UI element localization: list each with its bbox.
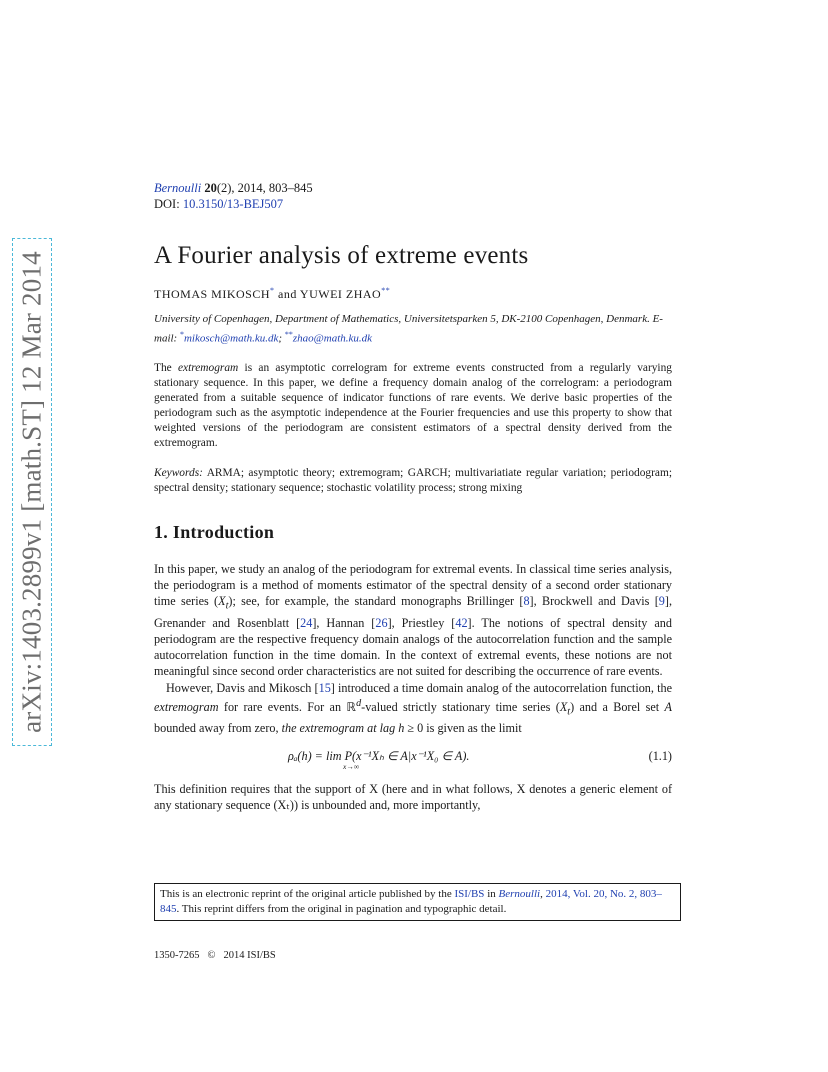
author-1-mark: * <box>270 286 275 295</box>
page-content <box>154 180 672 813</box>
citation-link[interactable]: 2014, Vol. 20, No. 2, 803–845 <box>160 888 662 915</box>
journal-citation <box>154 180 672 196</box>
abstract-term: extremogram <box>177 361 239 374</box>
copyright-text: 2014 ISI/BS <box>223 950 276 961</box>
text-run: ]. The notions of spectral density and periodogram are the respective frequency domain analogs of the autocorrelation function and the sample autocorrelation function in the time domain. In the context of extremal events, these notions are not meaningful since second order characteristics are not suited for describing the occurrence of rare events. <box>154 615 672 679</box>
equation-1-1 <box>154 749 672 771</box>
author-2: YUWEI ZHAO <box>299 287 382 301</box>
journal-name-link[interactable]: Bernoulli <box>154 181 202 195</box>
authors-and: and <box>274 287 300 301</box>
text-run: This is an electronic reprint of the original article published by the <box>160 888 455 900</box>
text-run: in <box>484 888 499 900</box>
affiliation <box>154 312 672 347</box>
emphasis-definition: the extremogram at lag h <box>281 721 405 736</box>
intro-paragraph-3: This definition requires that the support of X (here and in what follows, X denotes a generic element of any stationary sequence (Xₜ)) is unbounded and, more importantly, <box>154 781 672 812</box>
doi-label: DOI: <box>154 197 183 211</box>
ref-link-26[interactable]: 26 <box>375 615 388 630</box>
keywords <box>154 466 672 496</box>
ref-link-24[interactable]: 24 <box>300 615 313 630</box>
issn-line <box>154 950 276 961</box>
text-run: , <box>540 888 546 900</box>
ref-link-15[interactable]: 15 <box>318 680 331 695</box>
journal-doi <box>154 196 672 212</box>
math-subscript: t <box>225 600 229 612</box>
ref-link-42[interactable]: 42 <box>455 615 468 630</box>
text-run: bounded away from zero, <box>154 721 282 736</box>
text-run: . This reprint differs from the original in pagination and typographic detail. <box>176 902 507 915</box>
reprint-notice <box>154 883 681 921</box>
email-1-link[interactable]: mikosch@math.ku.dk <box>183 332 279 345</box>
text-run: ], Hannan [ <box>312 615 376 630</box>
text-run: ], Priestley [ <box>387 615 456 630</box>
equation-body: ρₐ(h) = lim P(x⁻¹Xₕ ∈ A|x⁻¹X₀ ∈ A). <box>288 748 470 763</box>
abstract-lead: The <box>154 361 178 374</box>
paper-title: A Fourier analysis of extreme events <box>154 242 529 269</box>
math-a: A <box>664 699 672 714</box>
email-2-link[interactable]: zhao@math.ku.dk <box>292 332 373 345</box>
intro-paragraph-1 <box>154 561 672 680</box>
doi-link[interactable]: 10.3150/13-BEJ507 <box>182 197 284 211</box>
math-subscript: t <box>567 706 571 718</box>
bernoulli-link[interactable]: Bernoulli <box>498 888 541 900</box>
text-run: ], Grenander and Rosenblatt [ <box>154 594 672 630</box>
ref-link-8[interactable]: 8 <box>523 594 530 609</box>
email-2-mark: ** <box>284 330 293 339</box>
journal-header <box>154 180 672 212</box>
text-run: ] introduced a time domain analog of the autocorrelation function, the <box>330 680 672 695</box>
arxiv-side-stamp <box>12 238 52 746</box>
email-1-mark: * <box>179 330 184 339</box>
author-2-mark: ** <box>381 286 391 295</box>
author-1: THOMAS MIKOSCH <box>154 287 271 301</box>
authors <box>154 286 672 302</box>
text-run: -valued strictly stationary time series ( <box>361 699 560 714</box>
emphasis-extremogram: extremogram <box>154 699 219 714</box>
keywords-list: ARMA; asymptotic theory; extremogram; GARCH; multivariatiate regular variation; periodogram; spectral density; stationary sequence; stochastic volatility process; strong mixing <box>154 466 672 494</box>
isi-bs-link[interactable]: ISI/BS <box>454 888 485 900</box>
affiliation-text: University of Copenhagen, Department of Mathematics, Universitetsparken 5, DK-2100 Copenhagen, Denmark. E-mail: <box>154 313 663 345</box>
text-run: ); see, for example, the standard monographs Brillinger [ <box>228 594 524 609</box>
section-heading-introduction: 1. Introduction <box>154 521 275 542</box>
issn-number: 1350-7265 <box>154 950 200 961</box>
text-run: ≥ 0 is given as the limit <box>404 721 522 736</box>
ref-link-9[interactable]: 9 <box>658 594 665 609</box>
copyright-symbol: © <box>207 950 216 961</box>
keywords-label: Keywords: <box>154 466 203 479</box>
abstract-body: is an asymptotic correlogram for extreme events constructed from a regularly varying stationary sequence. In this paper, we define a frequency domain analog of the correlogram: a periodogram generated from a suitable sequence of indicator functions of rare events. We derive basic properties of the periodogram such as the asymptotic independence at the Fourier frequencies and use this property to show that weighted versions of the periodogram are consistent estimators of a spectral density derived from the extremogram. <box>154 361 672 449</box>
journal-issue-year-pages: (2), 2014, 803–845 <box>216 181 313 195</box>
equation-number: (1.1) <box>648 748 672 763</box>
abstract <box>154 361 672 451</box>
math-x: X <box>218 594 226 609</box>
journal-volume: 20 <box>204 181 217 195</box>
email-separator: ; <box>278 332 285 345</box>
arxiv-identifier: arXiv:1403.2899v1 [math.ST] 12 Mar 2014 <box>16 251 47 733</box>
math-x: X <box>559 699 568 714</box>
intro-paragraph-2 <box>154 680 672 737</box>
equation-limit-subscript: x→∞ <box>343 761 360 771</box>
text-run: However, Davis and Mikosch [ <box>166 680 319 695</box>
math-superscript: d <box>356 697 362 709</box>
text-run: In this paper, we study an analog of the periodogram for extremal events. In classical time series analysis, the periodogram is a method of moments estimator of the spectral density of a second order stationary time series ( <box>154 561 672 609</box>
text-run: ], Brockwell and Davis [ <box>529 594 659 609</box>
text-run: for rare events. For an ℝ <box>218 699 357 714</box>
text-run: ) and a Borel set <box>570 699 665 714</box>
